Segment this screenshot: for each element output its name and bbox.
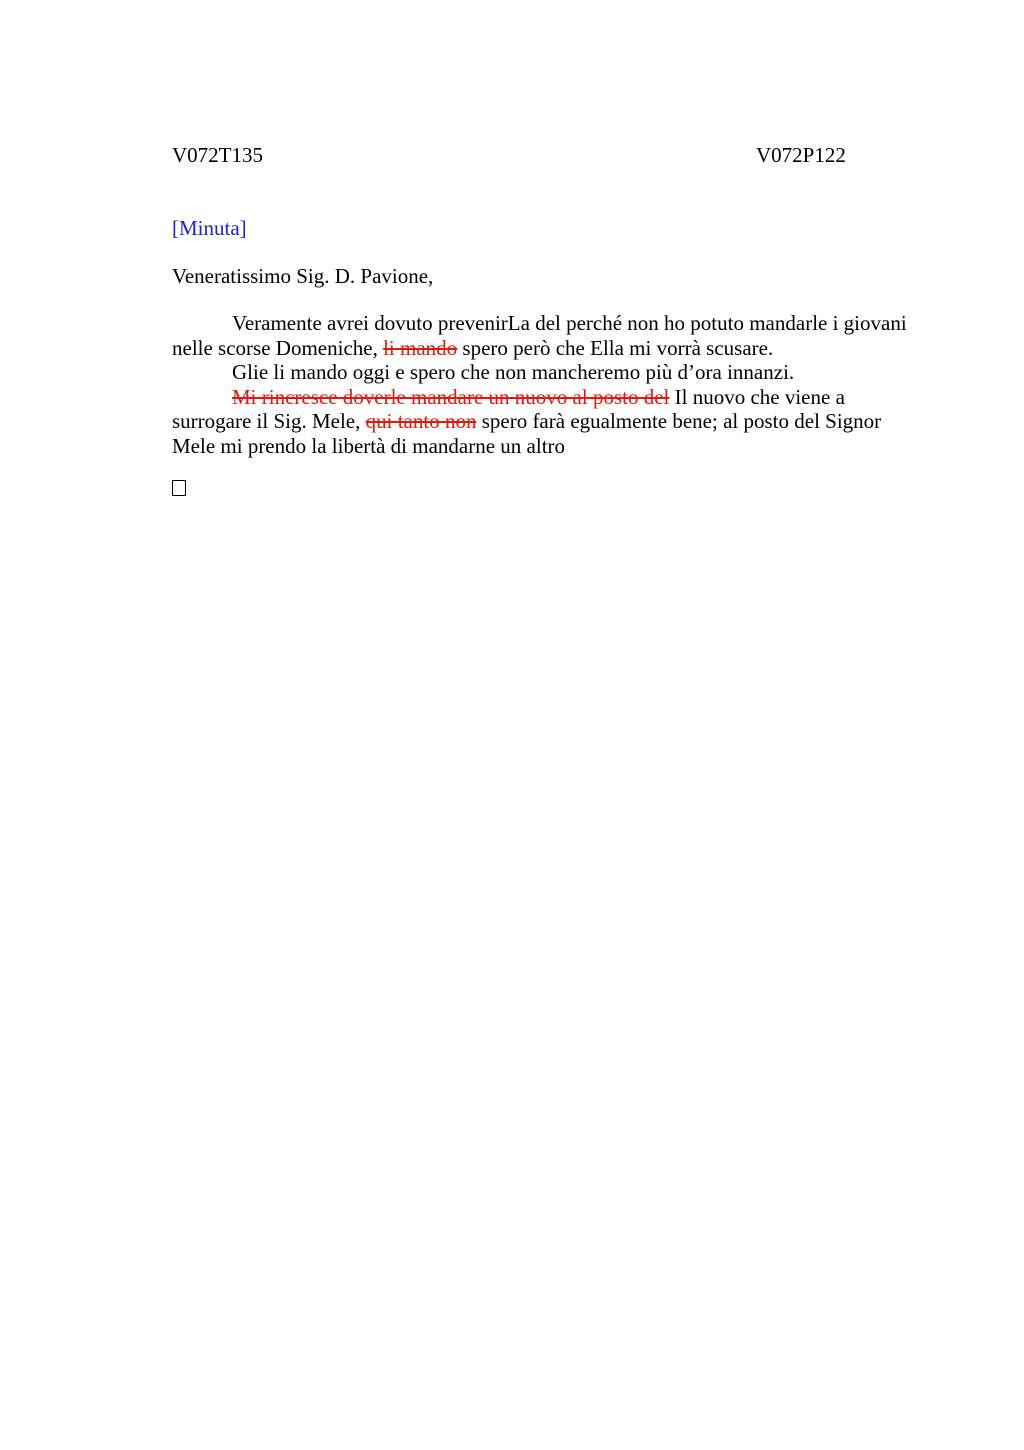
letter-body (172, 311, 924, 458)
text-segment: Glie li mando oggi e spero che non mancheremo più d’ora innanzi. (232, 360, 795, 384)
folio-reference-right: V072P122 (756, 143, 846, 167)
minuta-label: [Minuta] (172, 216, 247, 240)
paragraph-3 (172, 385, 924, 459)
paragraph-2 (172, 360, 924, 385)
text-segment: Veramente avrei dovuto prevenirLa del perché non ho potuto mandarle i giovani nelle scorse Domeniche, (172, 311, 907, 360)
greeting-line: Veneratissimo Sig. D. Pavione, (172, 264, 434, 288)
text-segment: spero farà egualmente bene; al posto del Signor Mele mi prendo la libertà di mandarne un altro (172, 409, 882, 458)
deleted-text-segment: qui tanto non (365, 409, 477, 433)
paragraph-1 (172, 311, 924, 360)
text-segment: Il nuovo che viene a surrogare il Sig. Mele, (172, 384, 845, 433)
deleted-text-segment: li mando (383, 335, 458, 360)
text-segment: spero però che Ella mi vorrà scusare. (457, 335, 774, 360)
deleted-text-segment: Mi rincresce doverle mandare un nuovo al posto del (232, 384, 670, 409)
empty-square-glyph-icon (172, 480, 186, 496)
folio-reference-left: V072T135 (172, 143, 263, 167)
